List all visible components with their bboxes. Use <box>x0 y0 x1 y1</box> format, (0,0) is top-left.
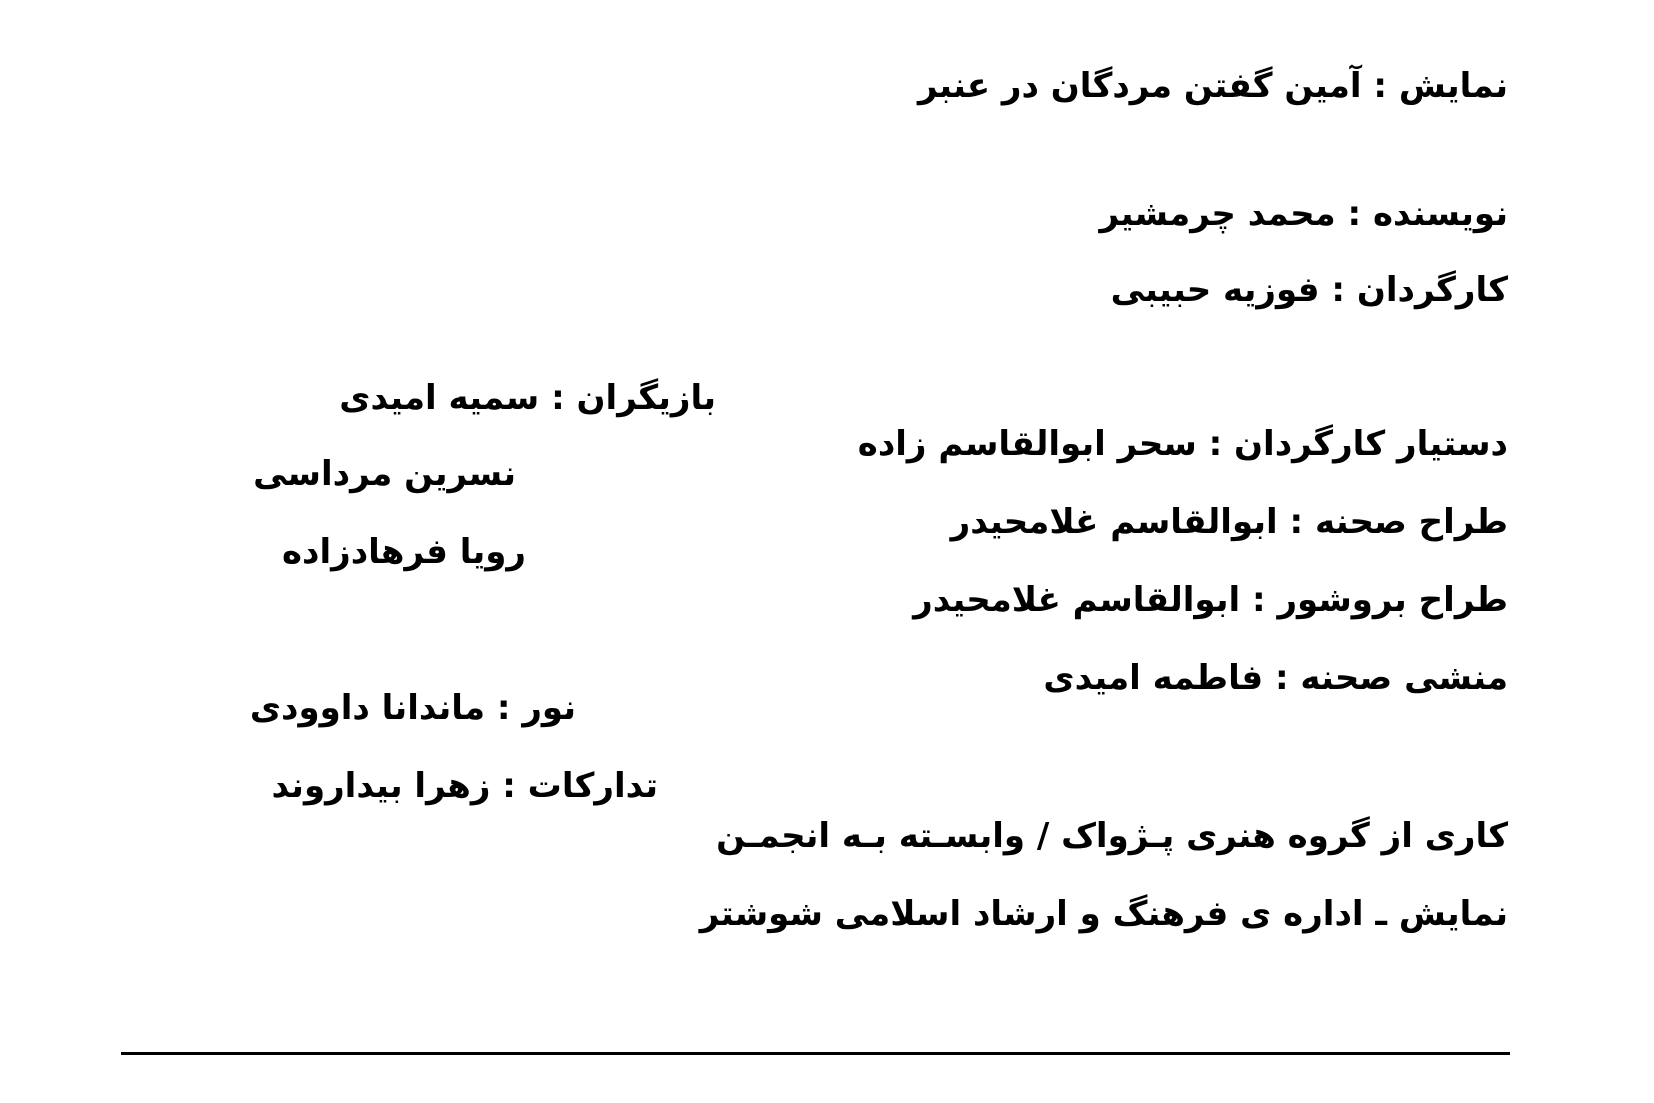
bottom-divider <box>121 1052 1510 1055</box>
set-designer-credit: طراح صحنه : ابوالقاسم غلامحیدر <box>950 502 1508 542</box>
actors-line-1: بازیگران : سمیه امیدی <box>339 378 716 418</box>
actors-line-2: نسرین مرداسی <box>253 454 516 494</box>
brochure-designer-credit: طراح بروشور : ابوالقاسم غلامحیدر <box>913 580 1508 620</box>
stage-secretary-credit: منشی صحنه : فاطمه امیدی <box>1043 658 1508 698</box>
play-title: نمایش : آمین گفتن مردگان در عنبر <box>917 66 1508 106</box>
actors-line-3: رویا فرهادزاده <box>281 532 526 572</box>
light-credit: نور : ماندانا داوودی <box>249 688 576 728</box>
group-credit-line-2: نمایش ـ اداره ی فرهنگ و ارشاد اسلامی شوشتر <box>699 894 1508 934</box>
writer-credit: نویسنده : محمد چرمشیر <box>1099 194 1508 234</box>
logistics-credit: تدارکات : زهرا بیداروند <box>271 766 658 806</box>
assistant-director-credit: دستیار کارگردان : سحر ابوالقاسم زاده <box>857 424 1508 464</box>
director-credit: کارگردان : فوزیه حبیبی <box>1110 270 1508 310</box>
group-credit-line-1: کاری از گروه هنری پـژواک / وابسـته بـه انجمـن <box>716 816 1508 856</box>
